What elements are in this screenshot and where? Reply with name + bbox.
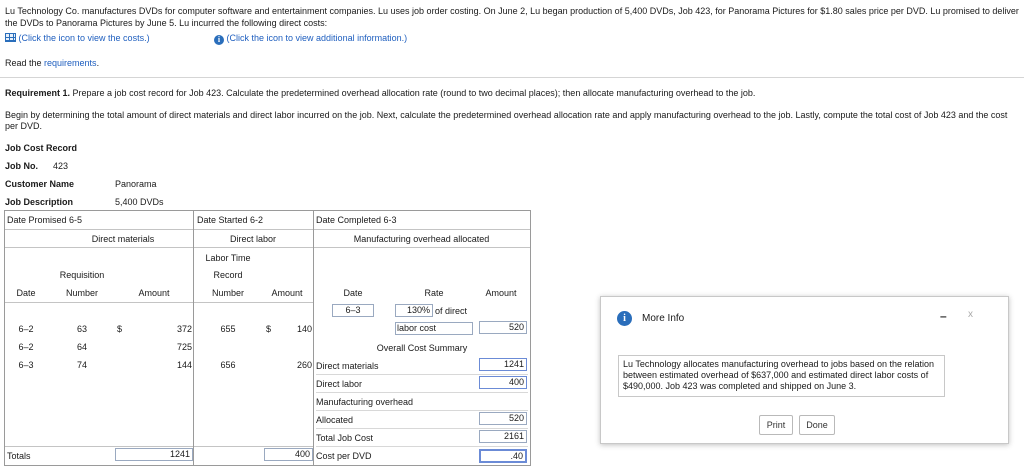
col-dm-amount: Amount xyxy=(138,288,170,298)
row1-date: 6–2 xyxy=(18,324,34,334)
summary-divider xyxy=(316,392,528,393)
row3-ltr: 656 xyxy=(220,360,236,370)
requirements-link[interactable]: requirements xyxy=(44,58,97,68)
record-title: Job Cost Record xyxy=(5,143,78,153)
summary-title: Overall Cost Summary xyxy=(376,343,468,353)
summary-dm-input[interactable]: 1241 xyxy=(479,358,527,371)
summary-divider xyxy=(316,410,528,411)
customer-value: Panorama xyxy=(115,179,157,189)
summary-total-label: Total Job Cost xyxy=(316,433,374,443)
info-icon: i xyxy=(617,311,632,326)
table-icon[interactable] xyxy=(5,33,16,42)
column-header-bottom xyxy=(4,302,314,303)
costs-link[interactable]: (Click the icon to view the costs.) xyxy=(18,33,150,43)
date-started: Date Started 6-2 xyxy=(197,215,264,225)
table-bottom-border xyxy=(4,465,530,466)
summary-allocated-label: Allocated xyxy=(316,415,354,425)
dl-header: Direct labor xyxy=(229,234,276,244)
row1-dl-amount: 140 xyxy=(296,324,312,334)
divider xyxy=(0,77,1024,78)
row1-ldollar: $ xyxy=(266,324,272,334)
row3-dl-amount: 260 xyxy=(296,360,312,370)
more-info-dialog xyxy=(600,296,1009,444)
col-req-number: Number xyxy=(65,288,98,298)
totals-label: Totals xyxy=(7,451,31,461)
row1-dollar: $ xyxy=(117,324,123,334)
read-requirements xyxy=(5,58,99,68)
dl-moh-divider xyxy=(313,210,314,466)
col-moh-amount: Amount xyxy=(485,288,517,298)
summary-divider xyxy=(316,374,528,375)
customer-label: Customer Name xyxy=(5,179,75,189)
cost-per-dvd-input[interactable]: .40 xyxy=(479,449,527,463)
minimize-button[interactable]: – xyxy=(940,309,947,323)
col-rate: Rate xyxy=(424,288,444,298)
requirement-text: Prepare a job cost record for Job 423. Calculate the predetermined overhead allocation rate (round to two decimal places); then allocate manufacturing overhead to the job. xyxy=(70,88,756,98)
moh-of-direct: of direct xyxy=(435,306,468,316)
col-ltr-number: Number xyxy=(211,288,244,298)
row1-req: 63 xyxy=(76,324,87,334)
summary-dl-label: Direct labor xyxy=(316,379,363,389)
moh-rate-input[interactable]: 130% xyxy=(395,304,433,317)
col-moh-date: Date xyxy=(343,288,363,298)
row1-dm-amount: 372 xyxy=(176,324,192,334)
info-link[interactable]: (Click the icon to view additional information.) xyxy=(226,33,408,43)
dl-total-input[interactable]: 400 xyxy=(264,448,313,461)
col-requisition: Requisition xyxy=(59,270,105,280)
print-button[interactable]: Print xyxy=(759,415,793,435)
row3-dm-amount: 144 xyxy=(176,360,192,370)
summary-dl-input[interactable]: 400 xyxy=(479,376,527,389)
summary-divider xyxy=(316,446,528,447)
table-row-divider xyxy=(4,229,530,230)
totals-divider xyxy=(4,446,314,447)
info-icon[interactable]: i xyxy=(214,35,224,45)
date-completed: Date Completed 6-3 xyxy=(316,215,397,225)
problem-intro: Lu Technology Co. manufactures DVDs for computer software and entertainment companies. Lu uses job order costing. On June 2, Lu began production of 5,400 DVDs, Job 423, for Panorama Pictures for $1.80 sales price per DVD. Lu promised to deliver the DVDs to Panorama Pictures by June 5. Lu incurred the following direct costs: xyxy=(5,6,1019,28)
summary-dm-label: Direct materials xyxy=(316,361,379,371)
summary-allocated-input[interactable]: 520 xyxy=(479,412,527,425)
col-date: Date xyxy=(16,288,36,298)
summary-total-input[interactable]: 2161 xyxy=(479,430,527,443)
row1-ltr: 655 xyxy=(220,324,236,334)
date-promised: Date Promised 6-5 xyxy=(7,215,83,225)
description-label: Job Description xyxy=(5,197,74,207)
row3-date: 6–3 xyxy=(18,360,34,370)
job-no-label: Job No. xyxy=(5,161,38,171)
dm-header: Direct materials xyxy=(91,234,155,244)
moh-date-input[interactable]: 6–3 xyxy=(332,304,374,317)
moh-basis-select[interactable]: labor cost xyxy=(395,322,473,335)
row2-dm-amount: 725 xyxy=(176,342,192,352)
row2-req: 64 xyxy=(76,342,87,352)
description-value: 5,400 DVDs xyxy=(115,197,164,207)
dm-total-input[interactable]: 1241 xyxy=(115,448,193,461)
row2-date: 6–2 xyxy=(18,342,34,352)
dialog-title: More Info xyxy=(642,313,685,324)
moh-header: Manufacturing overhead allocated xyxy=(353,234,490,244)
moh-amount-input[interactable]: 520 xyxy=(479,321,527,334)
table-left-border xyxy=(4,210,5,466)
costs-link-row[interactable] xyxy=(5,33,150,43)
row3-req: 74 xyxy=(76,360,87,370)
summary-divider xyxy=(316,428,528,429)
summary-cost-per-dvd-label: Cost per DVD xyxy=(316,451,372,461)
col-record: Record xyxy=(213,270,243,280)
summary-moh-label: Manufacturing overhead xyxy=(316,397,414,407)
dialog-body: Lu Technology allocates manufacturing overhead to jobs based on the relation between estimated overhead of $637,000 and estimated direct labor costs of $490,000. Job 423 was completed and shipped on June 3. xyxy=(618,355,945,397)
table-top-border xyxy=(4,210,530,211)
dm-dl-divider xyxy=(193,210,194,466)
requirement-label: Requirement 1. xyxy=(5,88,71,98)
job-no-value: 423 xyxy=(53,161,69,171)
col-labor-time: Labor Time xyxy=(205,253,251,263)
table-header-divider xyxy=(4,247,530,248)
requirement-line xyxy=(5,88,755,98)
done-button[interactable]: Done xyxy=(799,415,835,435)
read-suffix: . xyxy=(96,58,100,68)
table-right-border xyxy=(530,210,531,466)
col-dl-amount: Amount xyxy=(271,288,303,298)
read-prefix: Read the xyxy=(5,58,45,68)
info-link-row[interactable] xyxy=(214,33,407,45)
requirement-instructions: Begin by determining the total amount of direct materials and direct labor incurred on the job. Next, calculate the predetermined overhead allocation rate and apply manufacturing overhead to the job. Lastly, compute the total cost of Job 423 and the cost per DVD. xyxy=(5,110,1008,131)
close-button[interactable]: x xyxy=(968,309,973,320)
